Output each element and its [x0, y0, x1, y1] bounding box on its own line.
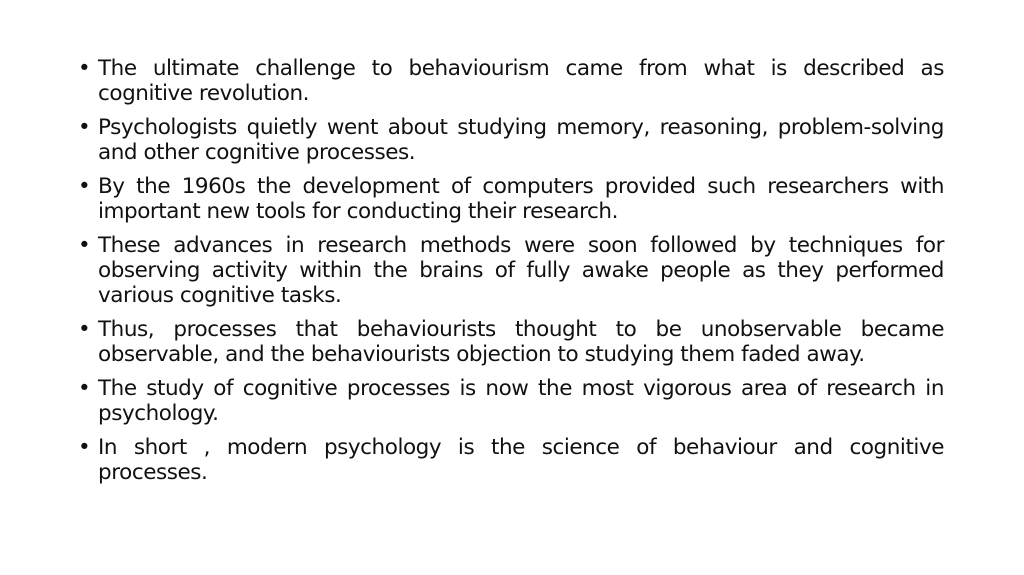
bullet-icon: • [78, 233, 91, 258]
bullet-icon: • [78, 115, 91, 140]
bullet-text: Thus, processes that behaviourists thought to be unobservable became observable, and the behaviourists objection to studying them faded away. [98, 317, 944, 367]
bullet-icon: • [78, 435, 91, 460]
bullet-text: These advances in research methods were soon followed by techniques for observing activity within the brains of fully awake people as they performed various cognitive tasks. [98, 233, 944, 308]
bullet-text: In short , modern psychology is the science of behaviour and cognitive processes. [98, 435, 944, 485]
bullet-icon: • [78, 56, 91, 81]
bullet-text: The study of cognitive processes is now the most vigorous area of research in psychology. [98, 376, 944, 426]
bullet-item [78, 115, 944, 165]
bullet-item [78, 56, 944, 106]
bullet-text: Psychologists quietly went about studying memory, reasoning, problem-solving and other cognitive processes. [98, 115, 944, 165]
bullet-item [78, 233, 944, 308]
bullet-item [78, 376, 944, 426]
bullet-icon: • [78, 376, 91, 401]
bullet-text: The ultimate challenge to behaviourism came from what is described as cognitive revolution. [98, 56, 944, 106]
bullet-icon: • [78, 317, 91, 342]
bullet-text: By the 1960s the development of computers provided such researchers with important new tools for conducting their research. [98, 174, 944, 224]
bullet-item [78, 435, 944, 485]
bullet-item [78, 317, 944, 367]
bullet-icon: • [78, 174, 91, 199]
bullet-item [78, 174, 944, 224]
bullet-list [78, 56, 944, 494]
